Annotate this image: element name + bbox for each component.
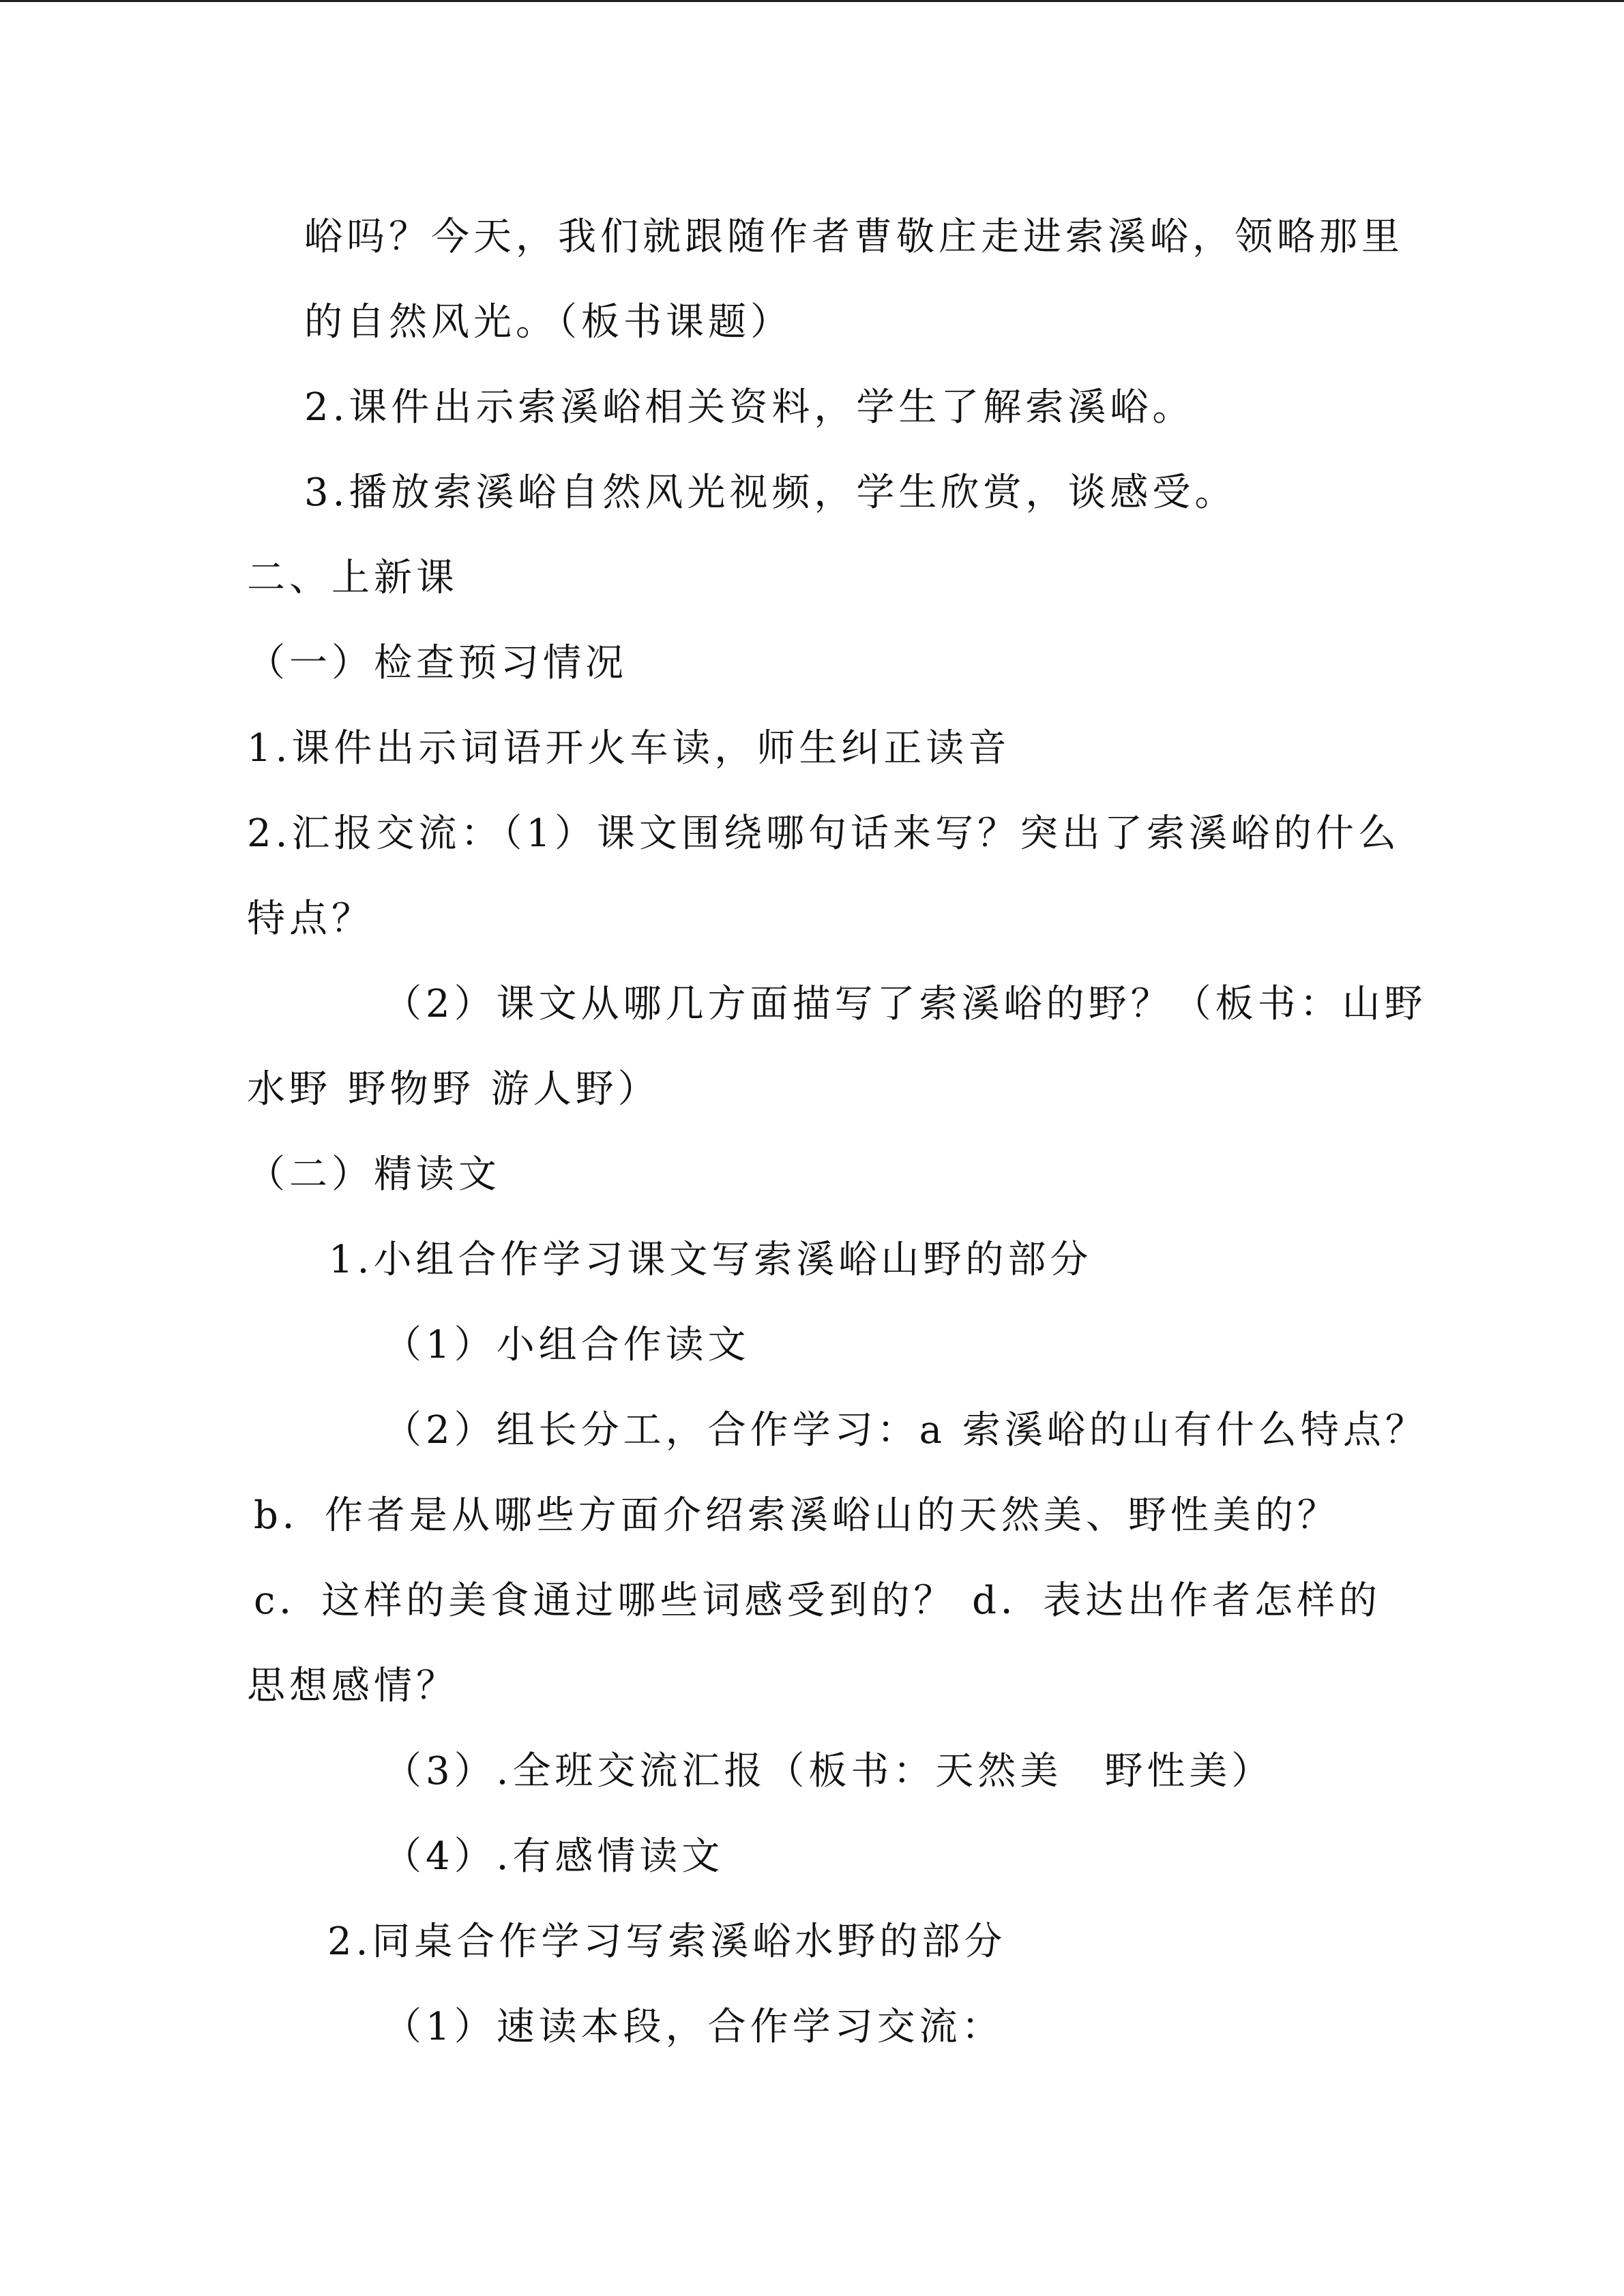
text-line: 的自然风光。（板书课题） [304,300,793,344]
text-line: 水野 野物野 游人野） [247,1067,660,1112]
text-line: （4）.有感情读文 [383,1834,724,1879]
text-line: 1.课件出示词语开火车读，师生纠正读音 [247,726,1011,771]
text-line: （1）小组合作读文 [383,1323,750,1367]
section-heading: 二、上新课 [247,556,458,600]
subsection-heading: （二）精读文 [247,1152,501,1197]
text-line: （2）组长分工，合作学习：a 索溪峪的山有什么特点？ [383,1408,1428,1452]
text-line: 峪吗？今天，我们就跟随作者曹敬庄走进索溪峪，领略那里 [304,215,1404,259]
text-line: （1）速读本段，合作学习交流： [383,2005,1004,2049]
text-line: 2.同桌合作学习写索溪峪水野的部分 [327,1920,1007,1964]
text-line: 1.小组合作学习课文写索溪峪山野的部分 [329,1238,1093,1282]
text-line: 思想感情？ [247,1664,458,1708]
text-line: c．这样的美食通过哪些词感受到的？ d．表达出作者怎样的 [254,1579,1382,1623]
text-line: 2.汇报交流：（1）课文围绕哪句话来写？突出了索溪峪的什么 [247,811,1401,856]
text-line: 2.课件出示索溪峪相关资料，学生了解索溪峪。 [304,385,1195,430]
text-line: （3）.全班交流汇报（板书：天然美 野性美） [383,1749,1274,1793]
text-line: （2）课文从哪几方面描写了索溪峪的野？（板书：山野 [383,982,1427,1026]
text-line: 3.播放索溪峪自然风光视频，学生欣赏，谈感受。 [304,471,1237,515]
text-line: 特点？ [247,897,374,941]
subsection-heading: （一）检查预习情况 [247,641,628,685]
text-line: b．作者是从哪些方面介绍索溪峪山的天然美、野性美的？ [254,1493,1340,1538]
